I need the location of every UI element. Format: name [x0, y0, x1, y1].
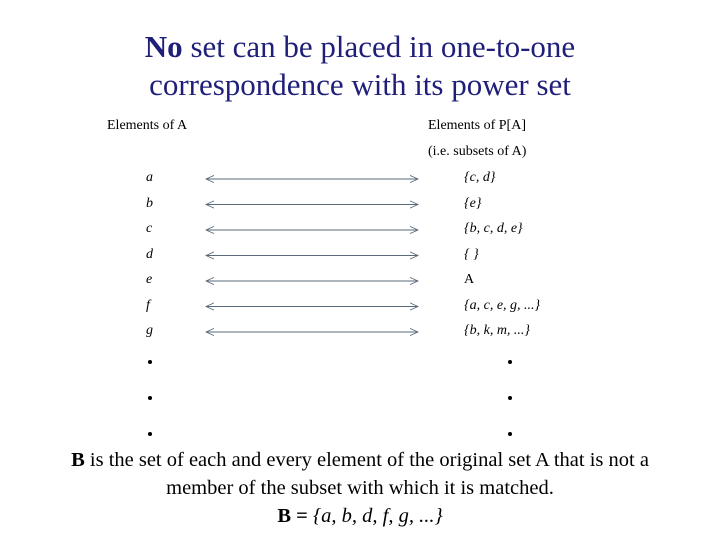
power-set-element: { }: [464, 246, 479, 262]
power-set-element: {b, k, m, ...}: [464, 323, 531, 338]
set-a-element: b: [146, 195, 153, 211]
right-column-subheader: (i.e. subsets of A): [428, 144, 527, 159]
footer-line-1: [0, 446, 720, 474]
footer-set-b-label: B: [71, 449, 85, 471]
power-set-element: {e}: [464, 195, 482, 211]
title-line-1-rest: set can be placed in one-to-one: [182, 29, 576, 64]
footer-line-1-rest: is the set of each and every element of the original set A that is not a: [84, 449, 649, 471]
left-column-header: Elements of A: [107, 118, 188, 133]
title-line-2: correspondence with its power set: [149, 67, 571, 102]
power-set-element: A: [464, 272, 475, 287]
footer-text: [0, 446, 720, 530]
footer-b-equals: B =: [277, 505, 313, 527]
right-column-header: Elements of P[A]: [428, 118, 526, 133]
power-set-element: {c, d}: [464, 170, 496, 185]
right-ellipsis-dot: [508, 360, 512, 364]
footer-set-b: {a, b, d, f, g, ...}: [312, 505, 443, 527]
set-a-element: d: [146, 246, 153, 262]
left-ellipsis-dot: [148, 432, 152, 436]
set-a-element: f: [146, 297, 150, 313]
set-a-element: g: [146, 323, 153, 338]
set-a-element: e: [146, 272, 153, 287]
title-bold-word: No: [144, 29, 183, 64]
power-set-element: {b, c, d, e}: [464, 221, 523, 236]
footer-line-3: [0, 502, 720, 530]
footer-line-2: member of the subset with which it is matched.: [166, 477, 554, 499]
left-ellipsis-dot: [148, 396, 152, 400]
left-ellipsis-dot: [148, 360, 152, 364]
right-ellipsis-dot: [508, 396, 512, 400]
power-set-element: {a, c, e, g, ...}: [464, 297, 541, 313]
set-a-element: a: [146, 170, 153, 185]
right-ellipsis-dot: [508, 432, 512, 436]
set-a-element: c: [146, 221, 153, 236]
